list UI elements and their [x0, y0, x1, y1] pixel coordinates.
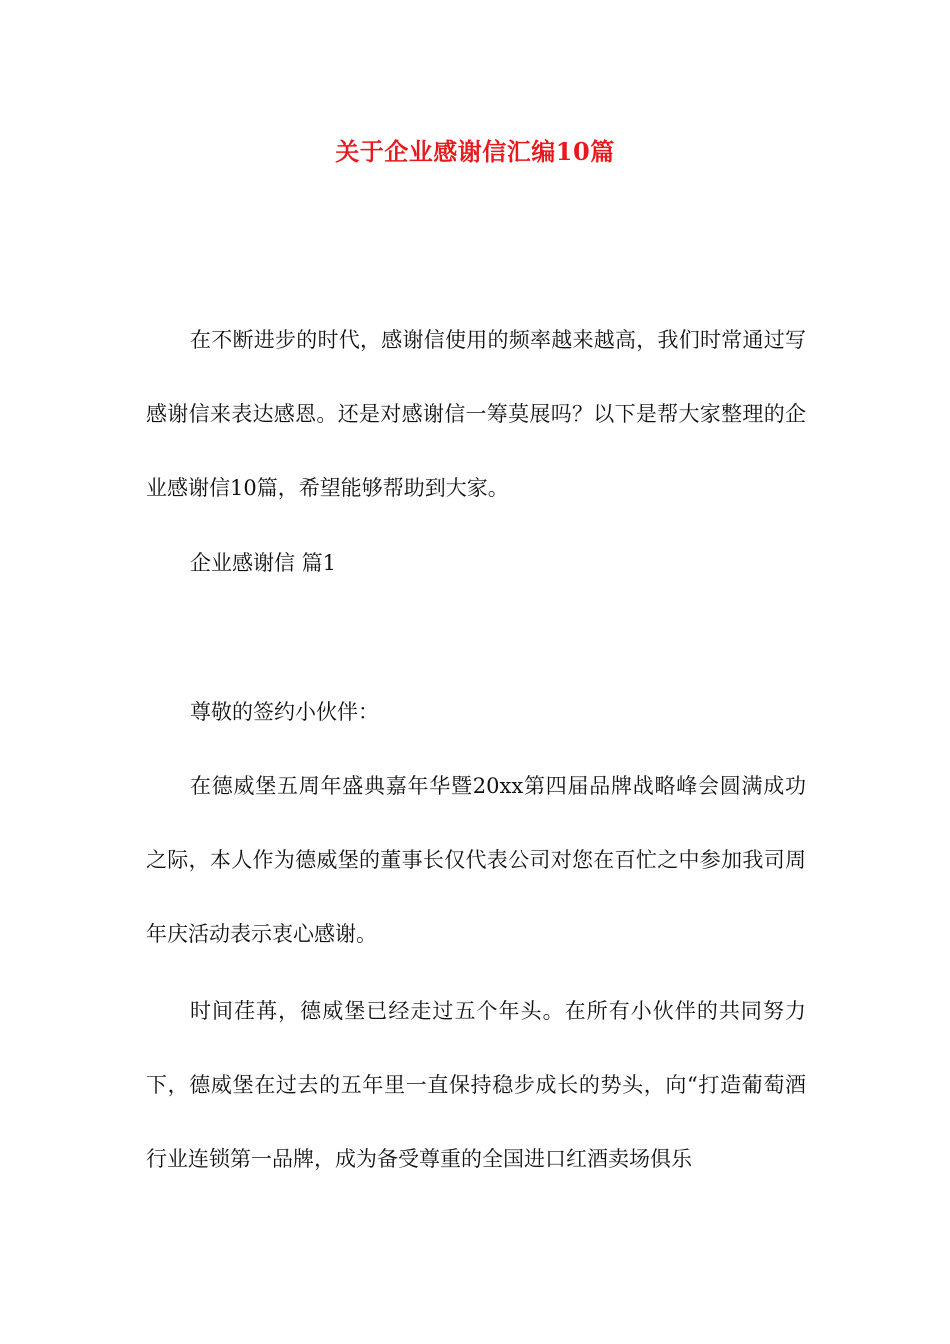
- salutation: 尊敬的签约小伙伴：: [190, 700, 379, 724]
- section-heading: 企业感谢信 篇1: [190, 551, 337, 575]
- letter-paragraph-1: 在德威堡五周年盛典嘉年华暨20xx第四届品牌战略峰会圆满成功之际，本人作为德威堡的董事长仅代表公司对您在百忙之中参加我司周年庆活动表示衷心感谢。: [146, 774, 806, 946]
- letter-body-block: [146, 974, 806, 1196]
- intro-paragraph: 在不断进步的时代，感谢信使用的频率越来越高，我们时常通过写感谢信来表达感恩。还是对感谢信一筹莫展吗？以下是帮大家整理的企业感谢信10篇，希望能够帮助到大家。: [146, 328, 806, 500]
- letter-paragraph-2: 时间荏苒，德威堡已经走过五个年头。在所有小伙伴的共同努力下，德威堡在过去的五年里一直保持稳步成长的势头，向“打造葡萄酒行业连锁第一品牌，成为备受尊重的全国进口红酒卖场俱乐: [146, 999, 806, 1171]
- letter-opening-block: [146, 675, 806, 971]
- intro-block: [146, 303, 806, 525]
- section-heading-block: [146, 526, 806, 600]
- document-title: 关于企业感谢信汇编10篇: [335, 137, 615, 166]
